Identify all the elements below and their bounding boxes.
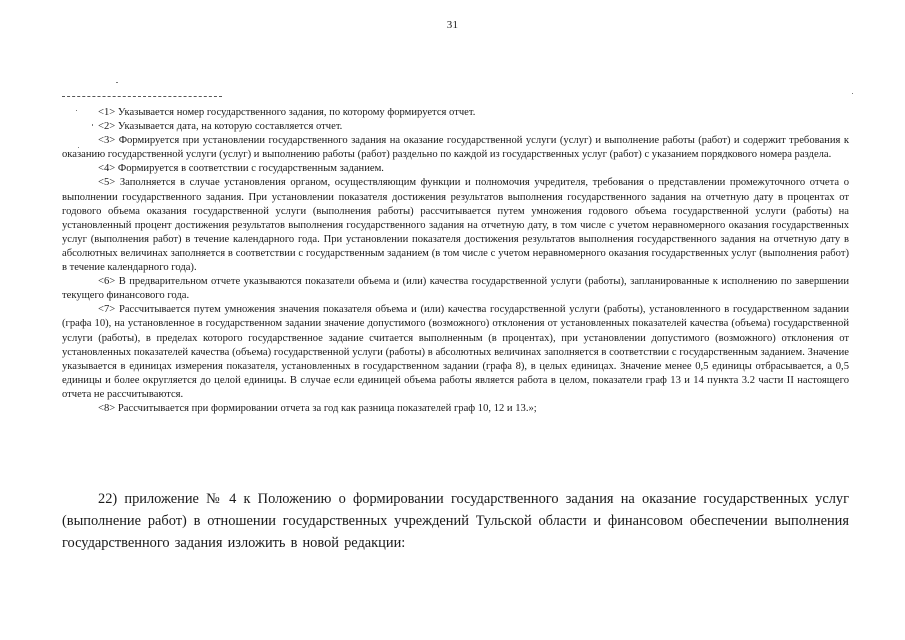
main-text-block <box>62 488 849 554</box>
footnote-4: <4> Формируется в соответствии с государственным заданием. <box>98 163 384 175</box>
scan-speck <box>116 82 118 83</box>
footnote-6: <6> В предварительном отчете указываются показатели объема и (или) качества государственной услуги (работы), запланированные к исполнению по завершении текущего финансового года. <box>62 276 849 302</box>
footnote-2: <2> Указывается дата, на которую составляется отчет. <box>98 121 343 133</box>
footnote-8: <8> Рассчитывается при формировании отчета за год как разница показателей граф 10, 12 и 13.»; <box>98 402 537 414</box>
footnotes-block <box>62 106 849 416</box>
footnote-3: <3> Формируется при установлении государственного задания на оказание государственной услуги (услуг) и выполнение работы (работ) и содержит требования к оказанию государственной услуги (услуг) и выполнению работы (работ) раздельно по каждой из государственных услуг (работ) с указанием порядкового номера раздела. <box>62 135 849 161</box>
footnote-1: <1> Указывается номер государственного задания, по которому формируется отчет. <box>98 107 476 118</box>
footnote-7: <7> Рассчитывается путем умножения значения показателя объема и (или) качества государственной услуги (работы), установленного в государственном задании (графа 10), на установленное в государственном задании значение допустимого (возможного) отклонения от установленных показателей качества (объема) государственной услуги (работы), в пределах которого государственное задание считается выполненным (в процентах), при установлении допустимого (возможного) отклонения от установленных показателей качества (объема) государственной услуги (работы) в абсолютных величинах заполняется в соответствии с государственным заданием. Значение указывается в единицах измерения показателя, установленных в государственном задании (графа 8), в целых единицах. Значение менее 0,5 единицы отбрасывается, а 0,5 единицы и более округляется до целой единицы. В случае если единицей объема работы является работа в целом, показатели граф 13 и 14 пункта 3.2 части II настоящего отчета не рассчитываются. <box>62 304 849 400</box>
page-number: 31 <box>446 19 459 31</box>
footnote-5: <5> Заполняется в случае установления органом, осуществляющим функции и полномочия учредителя, требования о представлении промежуточного отчета о выполнении государственного задания. При установлении показателя достижения результатов выполнения государственного задания на отчетную дату в процентах от годового объема оказания государственной услуги (выполнения работы) рассчитывается путем умножения годового объема государственной услуги (работы) на установленный процент достижения результатов выполнения государственного задания на отчетную дату, в том числе с учетом неравномерного оказания государственных услуг (выполнения работ) в течение календарного года. При установлении показателя достижения результатов выполнения государственного задания на отчетную дату в абсолютных величинах заполняется в соответствии с государственным заданием (в том числе с учетом неравномерного оказания государственных услуг (выполнения работ) в течение календарного года). <box>62 177 849 274</box>
scan-speck <box>852 93 853 94</box>
amendment-paragraph: 22) приложение № 4 к Положению о формировании государственного задания на оказание государственных услуг (выполнение работ) в отношении государственных учреждений Тульской области и финансовом обеспечении выполнения государственного задания изложить в новой редакции: <box>62 491 849 551</box>
footnote-separator <box>62 96 222 97</box>
